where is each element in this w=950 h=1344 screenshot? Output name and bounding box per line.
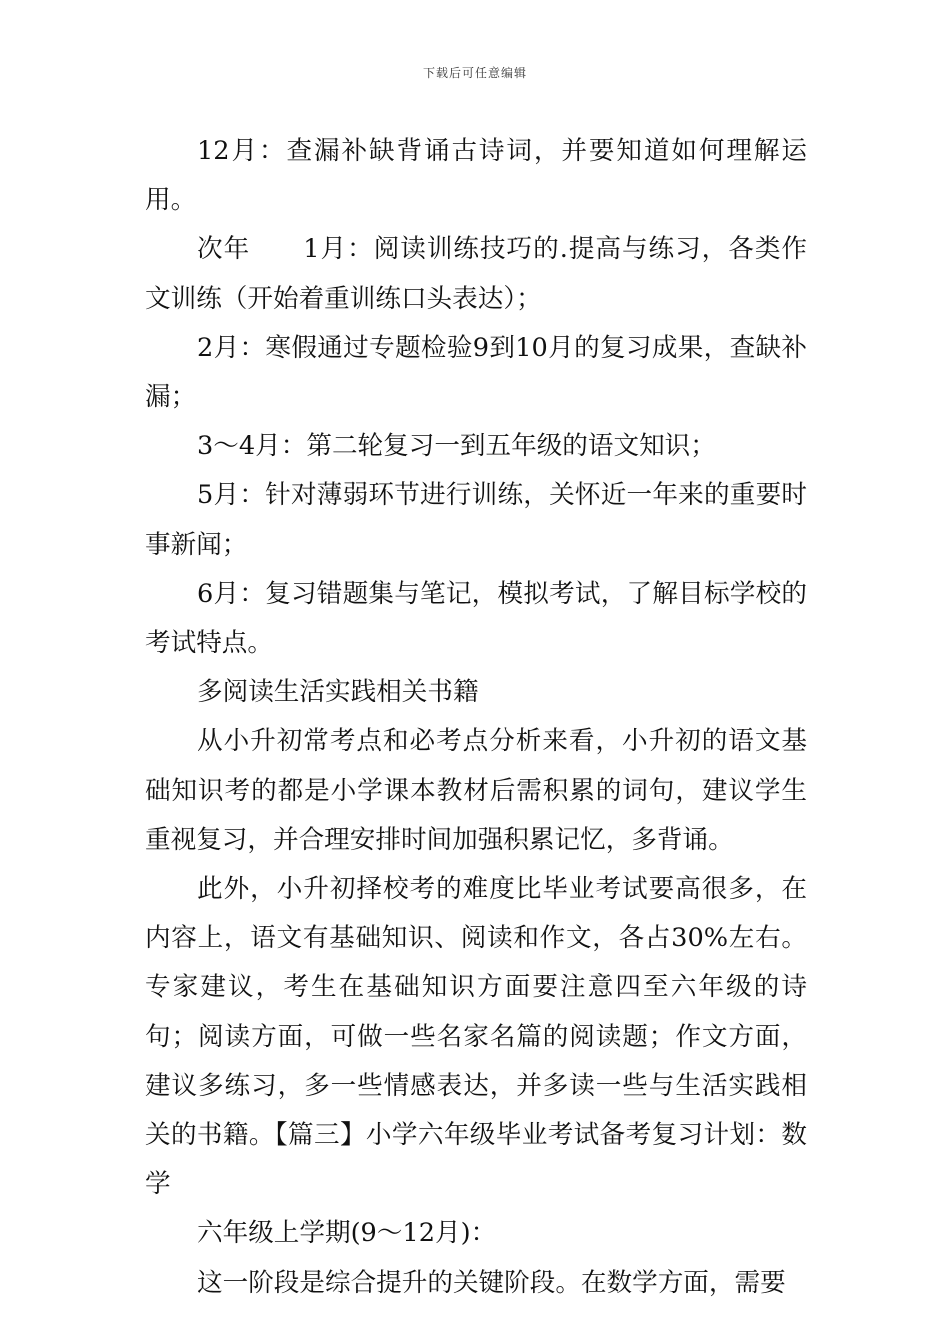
paragraph-semester-heading: 六年级上学期(9～12月)： [197, 1218, 497, 1249]
page-header-note: 下载后可任意编辑 [422, 66, 527, 80]
paragraph-may: 5月：针对薄弱环节进行训练，关怀近一年来的重要时事新闻； [145, 480, 807, 560]
paragraph-march-april: 3～4月：第二轮复习一到五年级的语文知识； [197, 431, 716, 462]
section-heading-reading: 多阅读生活实践相关书籍 [197, 677, 479, 708]
paragraph-analysis: 从小升初常考点和必考点分析来看，小升初的语文基础知识考的都是小学课本教材后需积累的词句，建议学生重视复习，并合理安排时间加强积累记忆，多背诵。 [145, 726, 807, 855]
paragraph-june: 6月：复习错题集与笔记，模拟考试，了解目标学校的考试特点。 [145, 578, 807, 659]
paragraph-january: 次年 1月：阅读训练技巧的.提高与练习，各类作文训练（开始着重训练口头表达）； [145, 234, 807, 314]
paragraph-february: 2月：寒假通过专题检验9到10月的复习成果，查缺补漏； [145, 332, 807, 413]
paragraph-expert-advice: 此外，小升初择校考的难度比毕业考试要高很多，在内容上，语文有基础知识、阅读和作文，各占30%左右。专家建议，考生在基础知识方面要注意四至六年级的诗句；阅读方面，可做一些名家名篇的阅读题；作文方面，建议多练习，多一些情感表达，并多读一些与生活实践相关的书籍。【篇三】小学六年级毕业考试备考复习计划：数学 [145, 874, 807, 1200]
document-body [145, 127, 807, 1308]
paragraph-math-intro: 这一阶段是综合提升的关键阶段。在数学方面，需要 [197, 1267, 786, 1298]
paragraph-december: 12月：查漏补缺背诵古诗词，并要知道如何理解运用。 [145, 136, 807, 216]
